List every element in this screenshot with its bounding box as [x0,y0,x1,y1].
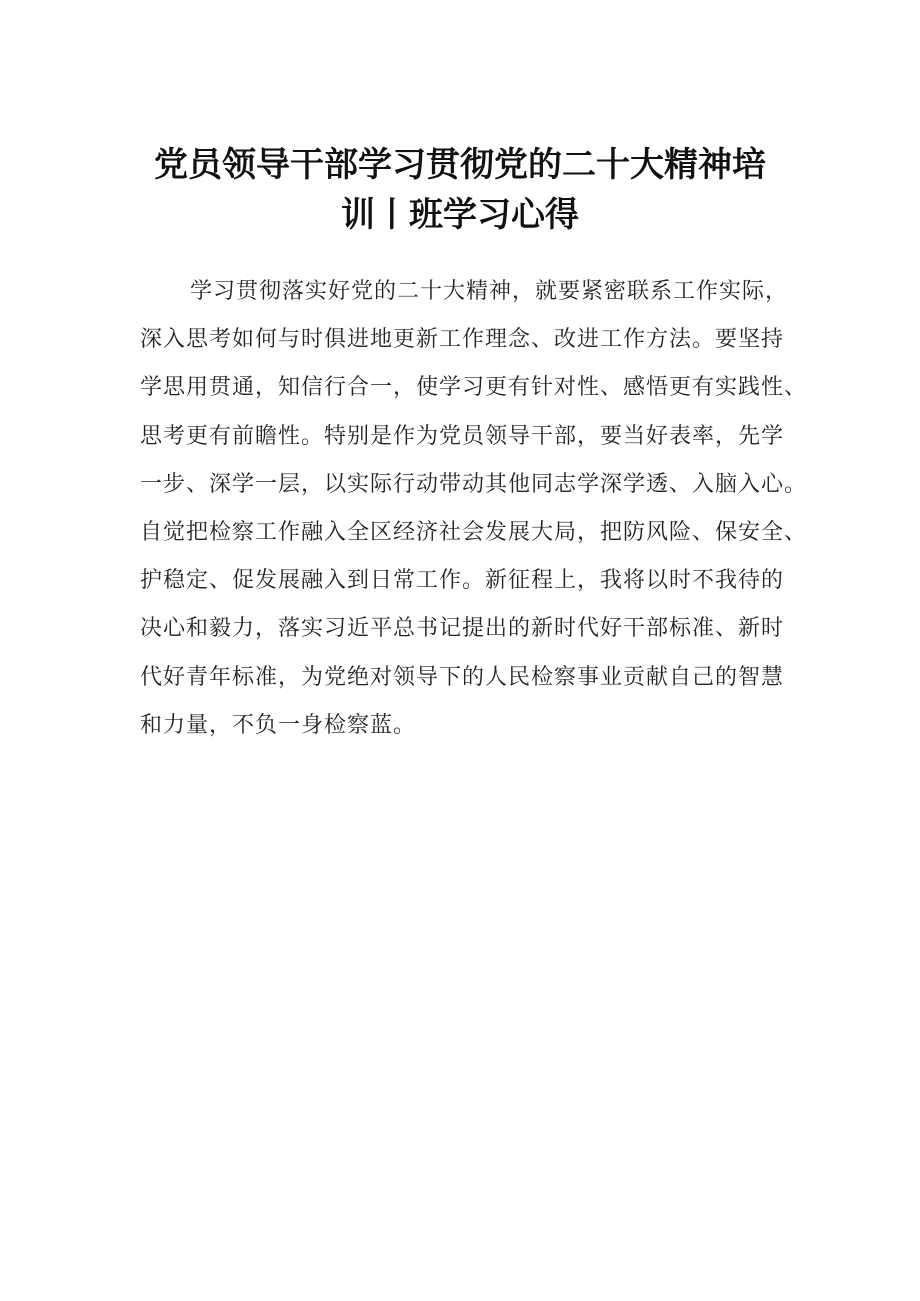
paragraph-line-9: 代好青年标准，为党绝对领导下的人民检察事业贡献自己的智慧 [140,664,785,690]
paragraph-line-10: 和力量，不负一身检察蓝。 [140,712,417,738]
title-line-2: 训丨班学习心得 [341,195,579,235]
paragraph-line-3: 学思用贯通，知信行合一，使学习更有针对性、感悟更有实践性、 [140,375,808,401]
paragraph-line-8: 决心和毅力，落实习近平总书记提出的新时代好干部标准、新时 [140,616,785,642]
document-title [100,140,820,240]
paragraph-line-4: 思考更有前瞻性。特别是作为党员领导干部，要当好表率，先学 [140,423,785,449]
body-paragraph [140,268,808,750]
paragraph-line-5: 一步、深学一层，以实际行动带动其他同志学深学透、入脑入心。 [140,471,808,497]
paragraph-line-2: 深入思考如何与时俱进地更新工作理念、改进工作方法。要坚持 [140,327,785,353]
paragraph-line-7: 护稳定、促发展融入到日常工作。新征程上，我将以时不我待的 [140,568,785,594]
title-line-1: 党员领导干部学习贯彻党的二十大精神培 [154,145,766,185]
paragraph-line-6: 自觉把检察工作融入全区经济社会发展大局，把防风险、保安全、 [140,520,808,546]
paragraph-line-1: 学习贯彻落实好党的二十大精神，就要紧密联系工作实际， [190,279,789,304]
